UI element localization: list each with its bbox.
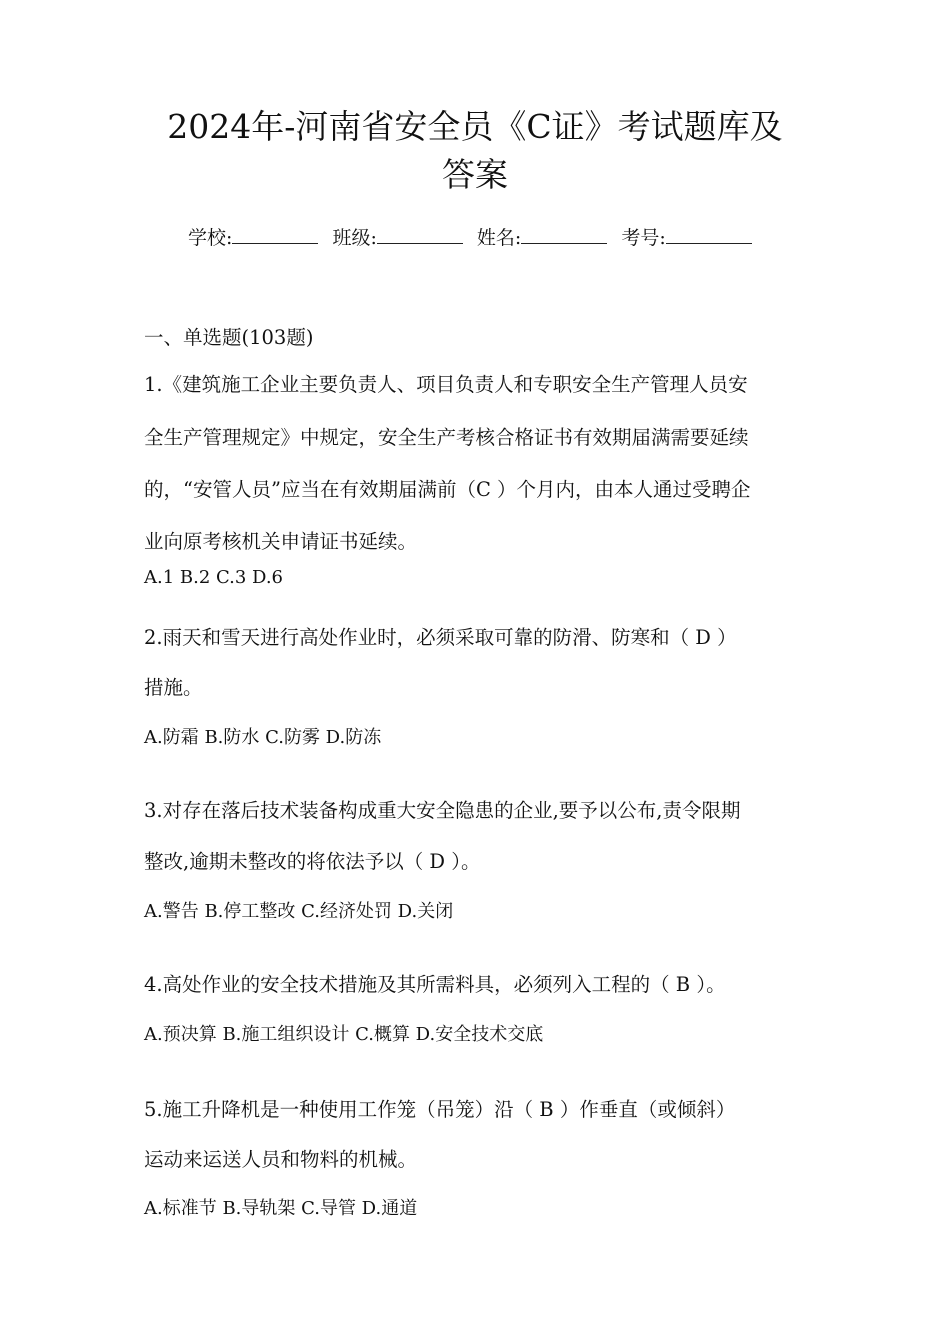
question-3-line-1: 3.对存在落后技术装备构成重大安全隐患的企业,要予以公布,责令限期	[144, 799, 741, 822]
question-1-line-3: 的，“安管人员”应当在有效期届满前（C ）个月内，由本人通过受聘企	[144, 478, 751, 501]
class-blank	[377, 225, 463, 244]
class-field	[332, 227, 462, 249]
question-3-options: A.警告 B.停工整改 C.经济处罚 D.关闭	[144, 901, 454, 922]
question-2-line-2: 措施。	[144, 676, 203, 699]
question-1-line-1: 1.《建筑施工企业主要负责人、项目负责人和专职安全生产管理人员安	[144, 373, 748, 396]
question-5-line-1: 5.施工升降机是一种使用工作笼（吊笼）沿（ B ）作垂直（或倾斜）	[144, 1098, 736, 1121]
question-5-options: A.标准节 B.导轨架 C.导管 D.通道	[144, 1198, 418, 1219]
exam-number-label: 考号:	[621, 227, 666, 249]
class-label: 班级:	[332, 227, 377, 249]
question-1-line-4: 业向原考核机关申请证书延续。	[144, 530, 418, 553]
school-label: 学校:	[188, 227, 233, 249]
section-heading: 一、单选题(103题)	[144, 326, 314, 349]
school-field	[188, 227, 318, 249]
document-title-line-2: 答案	[442, 155, 508, 194]
name-field	[477, 227, 607, 249]
name-blank	[521, 225, 607, 244]
question-5-line-2: 运动来运送人员和物料的机械。	[144, 1148, 418, 1171]
exam-number-field	[621, 227, 751, 249]
question-1-options: A.1 B.2 C.3 D.6	[144, 567, 284, 588]
question-1-line-2: 全生产管理规定》中规定，安全生产考核合格证书有效期届满需要延续	[144, 426, 749, 449]
name-label: 姓名:	[476, 227, 522, 249]
question-2-line-1: 2.雨天和雪天进行高处作业时，必须采取可靠的防滑、防寒和（ D ）	[144, 626, 737, 649]
question-2-options: A.防霜 B.防水 C.防雾 D.防冻	[144, 727, 382, 748]
exam-number-blank	[666, 225, 752, 244]
student-info-line	[188, 224, 808, 252]
school-blank	[232, 225, 318, 244]
question-4-line-1: 4.高处作业的安全技术措施及其所需料具，必须列入工程的（ B ）。	[144, 973, 726, 996]
question-3-line-2: 整改,逾期未整改的将依法予以（ D ）。	[144, 850, 481, 873]
question-4-options: A.预决算 B.施工组织设计 C.概算 D.安全技术交底	[144, 1024, 544, 1045]
document-title-line-1: 2024年-河南省安全员《C证》考试题库及	[167, 107, 783, 146]
